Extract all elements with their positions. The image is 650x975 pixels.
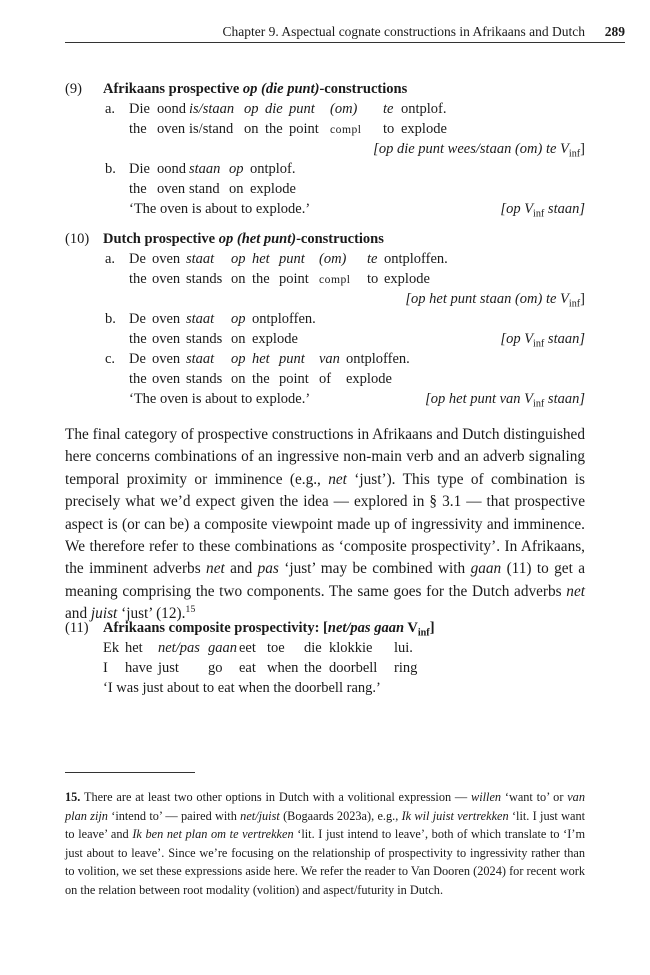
para-text: ‘just’). This type of combination is precisely what we’d expect given the idea — explored in § 3.1 — that prospective aspect is (or can be) a composite viewpoint made up of ingressivity and imminence. We therefore refer to these combinations as ‘composite prospectivity’. In Afrikaans, the imminent adverbs bbox=[65, 470, 585, 578]
example-10c-gloss bbox=[65, 369, 585, 389]
example-number: (10) bbox=[65, 231, 90, 247]
pattern: ] bbox=[580, 291, 585, 307]
gloss-word: on bbox=[231, 371, 246, 387]
gloss-word: compl bbox=[319, 273, 351, 286]
gloss-word: to bbox=[367, 271, 379, 287]
gloss-word: stand bbox=[189, 181, 220, 197]
example-9a-pattern bbox=[65, 139, 585, 159]
word: De bbox=[129, 251, 146, 267]
heading-text: Afrikaans prospective bbox=[103, 81, 243, 97]
running-title: Chapter 9. Aspectual cognate constructions in Afrikaans and Dutch bbox=[222, 24, 585, 39]
para-text: The final category of prospective constructions in Afrikaans and Dutch distinguished here concerns combinations of an ingressive non-main verb and an adverb signaling temporal proximity or imminence (e.g., bbox=[65, 426, 585, 488]
heading-text: Dutch prospective bbox=[103, 231, 219, 247]
pattern: staan] bbox=[544, 391, 585, 407]
word: ontploffen. bbox=[346, 351, 410, 367]
footnote-italic: Ik ben net plan om te vertrekken bbox=[132, 827, 294, 842]
pattern: [op V bbox=[500, 331, 534, 347]
heading-text: Afrikaans composite prospectivity: [ bbox=[103, 620, 328, 636]
gloss-word: oven bbox=[157, 121, 186, 137]
para-italic: net bbox=[206, 560, 225, 578]
example-9a-source bbox=[65, 99, 585, 119]
page-number: 289 bbox=[604, 24, 625, 39]
gloss-word: the bbox=[129, 121, 147, 137]
footnote-text: There are at least two other options in Dutch with a volitional expression — bbox=[80, 790, 471, 804]
para-italic: net bbox=[566, 582, 585, 600]
word: op bbox=[231, 351, 246, 367]
gloss-word: explode bbox=[384, 271, 430, 287]
para-text: and bbox=[65, 605, 91, 623]
pattern-subscript: inf bbox=[568, 148, 581, 160]
gloss-word: the bbox=[265, 121, 283, 137]
word: het bbox=[252, 251, 270, 267]
word: klokkie bbox=[329, 640, 373, 656]
footnote-text: ‘lit. I just intend to leave’, both of which translate to ‘I’m just about to leave’. Since we’re focusing on the relationship of prospectivity to ingressivity rather than to volition, we set these expressions aside here. We refer the reader to Van Dooren (2024) for recent work on the relation between root modality (volition) and aspect/futurity in Dutch. bbox=[65, 827, 586, 897]
translation: ‘I was just about to eat when the doorbell rang.’ bbox=[103, 680, 381, 696]
running-header bbox=[65, 22, 625, 43]
gloss-word: when bbox=[267, 660, 299, 676]
word: oven bbox=[152, 311, 181, 327]
footnote-italic: willen bbox=[471, 790, 502, 804]
gloss-word: the bbox=[252, 371, 270, 387]
word: die bbox=[265, 101, 283, 117]
gloss-word: oven bbox=[152, 331, 181, 347]
heading-italic: op (die punt) bbox=[242, 81, 320, 97]
gloss-word: doorbell bbox=[329, 660, 378, 676]
word: punt bbox=[289, 101, 315, 117]
gloss-word: point bbox=[279, 371, 309, 387]
word: punt bbox=[279, 251, 305, 267]
pattern-subscript: inf bbox=[533, 338, 545, 350]
gloss-word: to bbox=[383, 121, 395, 137]
footnote-text: ‘intend to’ — paired with bbox=[107, 808, 241, 823]
gloss-word: on bbox=[231, 331, 246, 347]
heading-italic: op (het punt) bbox=[218, 231, 297, 247]
pattern: [op het punt staan (om) te V bbox=[405, 291, 569, 307]
heading-text: ] bbox=[429, 620, 435, 636]
sub-label: b. bbox=[105, 161, 116, 177]
footnote-italic: van plan zijn bbox=[65, 790, 585, 823]
word: punt bbox=[279, 351, 305, 367]
example-number: (9) bbox=[65, 81, 82, 97]
example-9b-translation bbox=[65, 199, 585, 219]
pattern: ] bbox=[580, 141, 585, 157]
example-10b-gloss bbox=[65, 329, 585, 349]
word: het bbox=[252, 351, 270, 367]
word: oond bbox=[157, 161, 186, 177]
pattern: [op het punt van V bbox=[425, 391, 534, 407]
example-10 bbox=[65, 229, 585, 409]
gloss-word: oven bbox=[152, 371, 181, 387]
gloss-word: explode bbox=[346, 371, 392, 387]
sub-label: a. bbox=[105, 251, 116, 267]
pattern: staan] bbox=[544, 201, 585, 217]
example-9b-gloss bbox=[65, 179, 585, 199]
word: te bbox=[383, 101, 394, 117]
gloss-word: is/stand bbox=[189, 121, 234, 137]
example-9 bbox=[65, 79, 585, 219]
gloss-word: stands bbox=[186, 331, 223, 347]
sub-label: c. bbox=[105, 351, 116, 367]
example-11-translation bbox=[65, 678, 585, 698]
gloss-word: the bbox=[129, 331, 147, 347]
footnote-reference[interactable]: 15 bbox=[185, 604, 196, 616]
footnote-text: ‘want to’ or bbox=[501, 790, 568, 804]
word: op bbox=[231, 311, 246, 327]
gloss-word: ring bbox=[394, 660, 418, 676]
word: op bbox=[229, 161, 244, 177]
word: (om) bbox=[330, 101, 358, 117]
gloss-word: the bbox=[129, 371, 147, 387]
footnote-15 bbox=[65, 788, 585, 900]
para-text: ‘just’ may be combined with bbox=[278, 560, 471, 578]
example-10b-source bbox=[65, 309, 585, 329]
gloss-word: stands bbox=[186, 371, 223, 387]
heading-italic: net/pas gaan bbox=[327, 620, 405, 636]
word: De bbox=[129, 311, 146, 327]
heading-subscript: inf bbox=[417, 627, 430, 639]
example-10a-pattern bbox=[65, 289, 585, 309]
para-text: ‘just’ (12). bbox=[117, 605, 186, 623]
heading-text: -constructions bbox=[319, 81, 408, 97]
example-10a-gloss bbox=[65, 269, 585, 289]
pattern: [op die punt wees/staan (om) te V bbox=[373, 141, 569, 157]
word: gaan bbox=[208, 640, 237, 656]
word: net/pas bbox=[158, 640, 200, 656]
word: (om) bbox=[319, 251, 347, 267]
body-paragraph bbox=[65, 424, 585, 626]
example-10-heading bbox=[65, 229, 585, 249]
gloss-word: eat bbox=[239, 660, 256, 676]
gloss-word: oven bbox=[157, 181, 186, 197]
heading-text: -constructions bbox=[296, 231, 384, 247]
pattern-subscript: inf bbox=[533, 398, 545, 410]
heading-text: V bbox=[404, 620, 418, 636]
gloss-word: point bbox=[289, 121, 319, 137]
gloss-word: I bbox=[103, 660, 108, 676]
para-italic: net bbox=[328, 470, 347, 488]
word: De bbox=[129, 351, 146, 367]
footnote-text: ‘lit. I just want to leave’ and bbox=[65, 808, 586, 842]
translation: ‘The oven is about to explode.’ bbox=[129, 391, 311, 407]
gloss-word: the bbox=[129, 181, 147, 197]
gloss-word: on bbox=[231, 271, 246, 287]
gloss-word: explode bbox=[250, 181, 296, 197]
pattern-subscript: inf bbox=[568, 298, 581, 310]
gloss-word: compl bbox=[330, 123, 362, 136]
sub-label: b. bbox=[105, 311, 116, 327]
gloss-word: just bbox=[158, 660, 179, 676]
example-10a-source bbox=[65, 249, 585, 269]
example-10c-source bbox=[65, 349, 585, 369]
word: toe bbox=[267, 640, 285, 656]
word: oven bbox=[152, 251, 181, 267]
gloss-word: the bbox=[129, 271, 147, 287]
example-number: (11) bbox=[65, 620, 89, 636]
example-9b-source bbox=[65, 159, 585, 179]
footnote-italic: net/juist bbox=[240, 808, 280, 823]
word: ontploffen. bbox=[384, 251, 448, 267]
word: staat bbox=[186, 311, 215, 327]
gloss-word: explode bbox=[401, 121, 447, 137]
word: van bbox=[319, 351, 340, 367]
word: eet bbox=[239, 640, 256, 656]
pattern-subscript: inf bbox=[533, 208, 545, 220]
pattern: [op V bbox=[500, 201, 534, 217]
word: ontploffen. bbox=[252, 311, 316, 327]
gloss-word: have bbox=[125, 660, 153, 676]
gloss-word: go bbox=[208, 660, 223, 676]
example-11-source bbox=[65, 638, 585, 658]
gloss-word: on bbox=[229, 181, 244, 197]
word: oven bbox=[152, 351, 181, 367]
para-italic: pas bbox=[257, 560, 279, 578]
word: staan bbox=[189, 161, 221, 177]
translation: ‘The oven is about to explode.’ bbox=[129, 201, 311, 217]
gloss-word: on bbox=[244, 121, 259, 137]
gloss-word: explode bbox=[252, 331, 298, 347]
word: op bbox=[231, 251, 246, 267]
word: Die bbox=[129, 161, 150, 177]
word: die bbox=[304, 640, 322, 656]
footnote-italic: Ik wil juist vertrekken bbox=[401, 808, 509, 823]
para-text: (11) to get a meaning comprising the two components. The same goes for the Dutch adverbs bbox=[65, 560, 586, 600]
word: lui. bbox=[394, 640, 413, 656]
word: staat bbox=[186, 251, 215, 267]
word: oond bbox=[157, 101, 186, 117]
word: ontplof. bbox=[401, 101, 447, 117]
gloss-word: oven bbox=[152, 271, 181, 287]
example-11 bbox=[65, 618, 585, 698]
para-italic: gaan bbox=[470, 560, 502, 578]
gloss-word: the bbox=[252, 271, 270, 287]
example-9-heading bbox=[65, 79, 585, 99]
para-italic: juist bbox=[90, 605, 118, 623]
footnote-number: 15. bbox=[65, 790, 81, 804]
footnote-text: (Bogaards 2023a), e.g., bbox=[279, 808, 402, 823]
word: Die bbox=[129, 101, 150, 117]
word: is/staan bbox=[189, 101, 235, 117]
word: staat bbox=[186, 351, 215, 367]
word: te bbox=[367, 251, 378, 267]
gloss-word: of bbox=[319, 371, 332, 387]
sub-label: a. bbox=[105, 101, 116, 117]
gloss-word: the bbox=[304, 660, 322, 676]
para-text: and bbox=[224, 560, 258, 578]
example-11-gloss bbox=[65, 658, 585, 678]
gloss-word: point bbox=[279, 271, 309, 287]
example-9a-gloss bbox=[65, 119, 585, 139]
word: op bbox=[244, 101, 259, 117]
footnote-rule bbox=[65, 772, 195, 773]
word: het bbox=[125, 640, 143, 656]
example-11-heading bbox=[65, 618, 585, 638]
gloss-word: stands bbox=[186, 271, 223, 287]
example-10c-translation bbox=[65, 389, 585, 409]
pattern: staan] bbox=[544, 331, 585, 347]
word: ontplof. bbox=[250, 161, 296, 177]
word: Ek bbox=[103, 640, 120, 656]
